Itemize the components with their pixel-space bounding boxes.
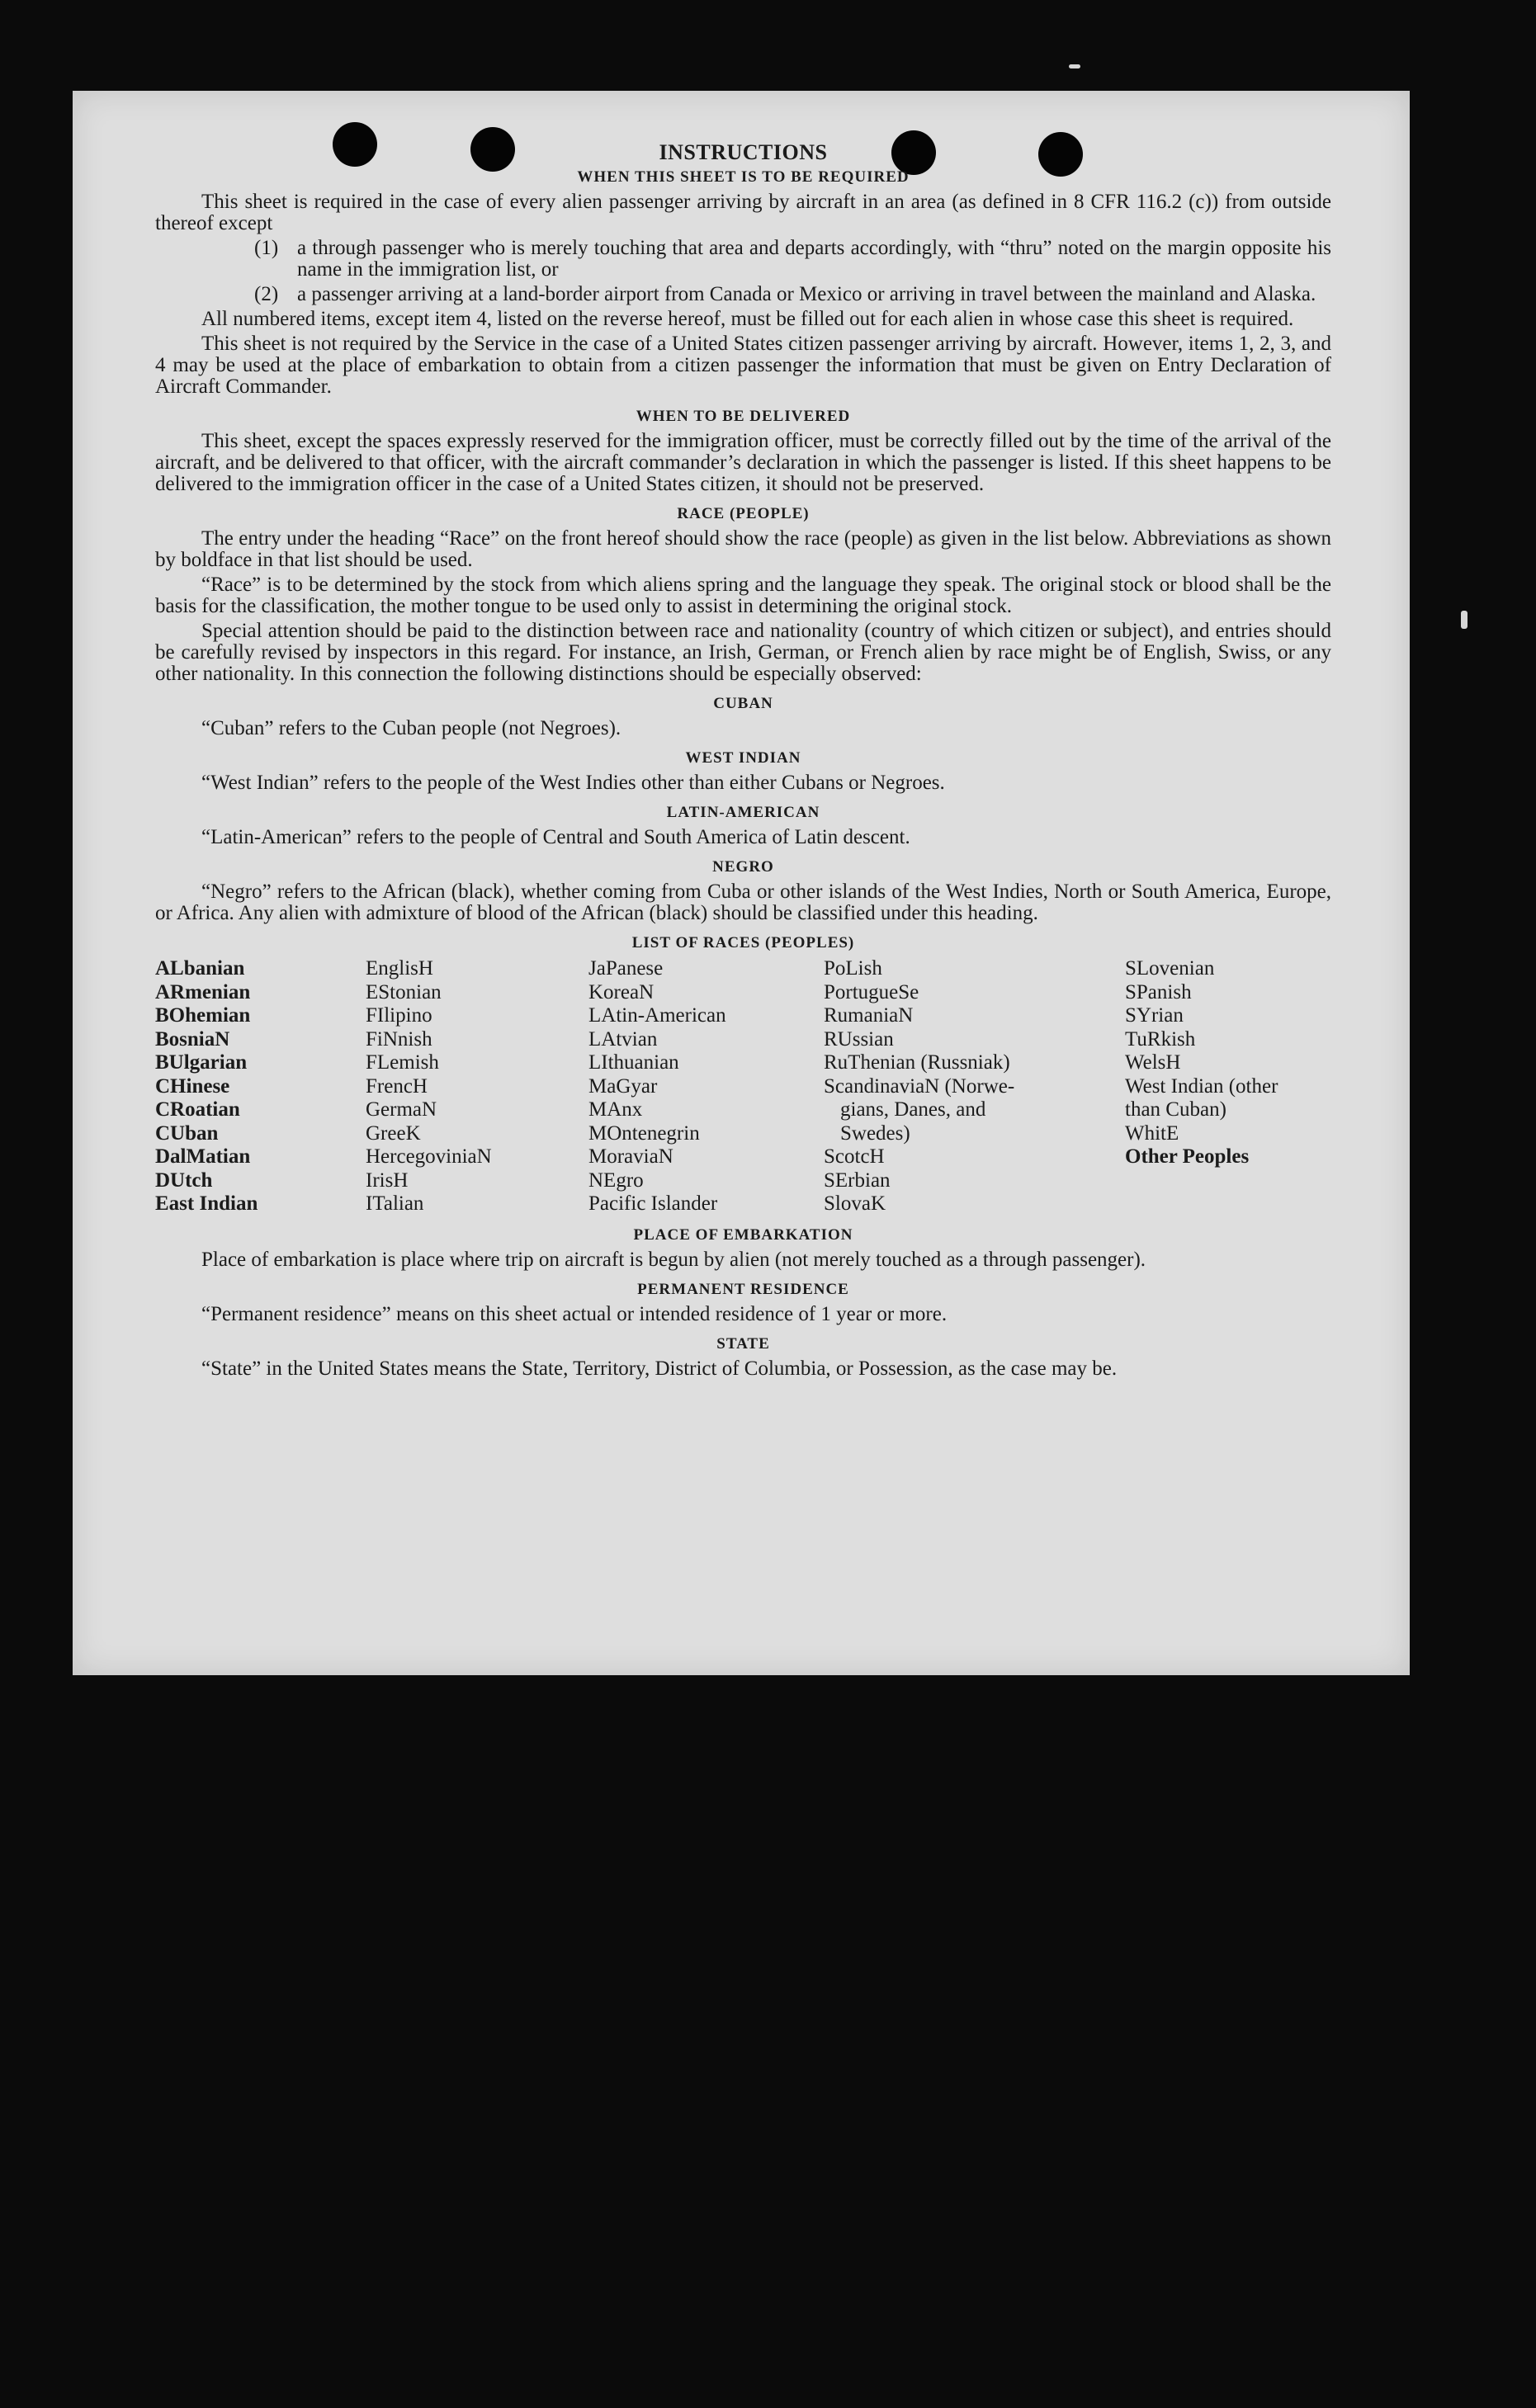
race-entry: FiNnish bbox=[366, 1027, 432, 1051]
west-indian-definition: “West Indian” refers to the people of the West Indies other than either Cubans or Negroes. bbox=[201, 772, 945, 794]
exception-text: a passenger arriving at a land-border airport from Canada or Mexico or arriving in travel between the mainland and Alaska. bbox=[297, 283, 1316, 305]
race-entry: EnglisH bbox=[366, 957, 433, 980]
section-heading-latin-american: LATIN-AMERICAN bbox=[666, 804, 820, 821]
section-heading-west-indian: WEST INDIAN bbox=[685, 749, 801, 767]
race-entry-continuation: Swedes) bbox=[840, 1121, 910, 1145]
race-entry: FIlipino bbox=[366, 1004, 432, 1027]
race-entry: DalMatian bbox=[155, 1145, 251, 1168]
race-entry: LIthuanian bbox=[588, 1051, 679, 1074]
race-entry: DUtch bbox=[155, 1169, 213, 1192]
race-entry: ScotcH bbox=[824, 1145, 885, 1168]
race-entry-continuation: than Cuban) bbox=[1125, 1098, 1226, 1121]
race-paragraph-2: “Race” is to be determined by the stock from which aliens spring and the language they speak. The original stock or blood shall be the basis for the classification, the mother tongue to be used only to assist in determining the original stock. bbox=[155, 574, 1331, 617]
race-entry: GreeK bbox=[366, 1121, 421, 1145]
race-entry: PoLish bbox=[824, 957, 882, 980]
race-entry-continuation: gians, Danes, and bbox=[840, 1098, 986, 1121]
instruction-sheet bbox=[73, 91, 1410, 1675]
negro-definition: “Negro” refers to the African (black), whether coming from Cuba or other islands of the West Indies, North or South America, Europe, or Africa. Any alien with admixture of blood of the African (black) should be classified under this heading. bbox=[155, 881, 1331, 924]
race-entry: ALbanian bbox=[155, 957, 245, 980]
race-entry: CUban bbox=[155, 1121, 219, 1145]
race-entry: MOntenegrin bbox=[588, 1121, 700, 1145]
exception-item bbox=[155, 284, 1331, 305]
section-heading-when-delivered: WHEN TO BE DELIVERED bbox=[636, 408, 851, 425]
race-column bbox=[1125, 957, 1331, 1216]
race-entry: ARmenian bbox=[155, 980, 251, 1003]
scan-speck bbox=[1069, 64, 1080, 68]
section-heading-embarkation: PLACE OF EMBARKATION bbox=[633, 1225, 853, 1244]
race-paragraph-3: Special attention should be paid to the distinction between race and nationality (country of which citizen or subject), and entries should be carefully revised by inspectors in this regard. For instance, an Irish, German, or French alien by race might be of English, Swiss, or any other nationality. In this connection the following distinctions should be especially observed: bbox=[155, 620, 1331, 685]
race-entry: MAnx bbox=[588, 1098, 643, 1121]
section-heading-negro: NEGRO bbox=[712, 858, 774, 876]
race-entry: ScandinaviaN (Norwe- bbox=[824, 1074, 1015, 1098]
citizen-paragraph: This sheet is not required by the Service in the case of a United States citizen passenger arriving by aircraft. However, items 1, 2, 3, and 4 may be used at the place of embarkation to obtain from a citizen passenger the information that must be given on Entry Declaration of Aircraft Commander. bbox=[155, 333, 1331, 398]
race-entry: Pacific Islander bbox=[588, 1192, 718, 1215]
when-delivered-text: This sheet, except the spaces expressly reserved for the immigration officer, must be correctly filled out by the time of the arrival of the aircraft, and be delivered to that officer, with the aircraft commander’s declaration in which the passenger is listed. If this sheet happens to be delivered to the immigration officer in the case of a United States citizen, it should not be preserved. bbox=[155, 430, 1331, 495]
race-paragraph-1: The entry under the heading “Race” on the front hereof should show the race (people) as given in the list below. Abbreviations as shown by boldface in that list should be used. bbox=[155, 527, 1331, 571]
race-entry: GermaN bbox=[366, 1098, 437, 1121]
section-heading-cuban: CUBAN bbox=[713, 695, 773, 712]
race-column bbox=[155, 957, 366, 1216]
race-entry: ITalian bbox=[366, 1192, 424, 1215]
race-entry: TuRkish bbox=[1125, 1027, 1196, 1051]
race-entry: MoraviaN bbox=[588, 1145, 673, 1168]
embarkation-definition: Place of embarkation is place where trip on aircraft is begun by alien (not merely touched as a through passenger). bbox=[201, 1248, 1146, 1271]
cuban-definition: “Cuban” refers to the Cuban people (not Negroes). bbox=[201, 717, 621, 739]
numbered-items-paragraph: All numbered items, except item 4, listed on the reverse hereof, must be filled out for each alien in whose case this sheet is required. bbox=[201, 308, 1294, 330]
permanent-residence-definition: “Permanent residence” means on this sheet actual or intended residence of 1 year or more. bbox=[201, 1302, 948, 1325]
race-entry: West Indian (other bbox=[1125, 1074, 1278, 1098]
race-entry: HercegoviniaN bbox=[366, 1145, 492, 1168]
race-entry: IrisH bbox=[366, 1169, 409, 1192]
race-entry: JaPanese bbox=[588, 957, 664, 980]
race-entry: RumaniaN bbox=[824, 1004, 914, 1027]
race-entry: RuThenian (Russniak) bbox=[824, 1051, 1010, 1074]
race-entry: FLemish bbox=[366, 1051, 439, 1074]
race-entry: KoreaN bbox=[588, 980, 655, 1003]
race-entry: RUssian bbox=[824, 1027, 894, 1051]
race-entry: BosniaN bbox=[155, 1027, 230, 1051]
exception-text: a through passenger who is merely touching that area and departs accordingly, with “thru” noted on the margin opposite his name in the immigration list, or bbox=[297, 237, 1331, 281]
exception-item bbox=[155, 238, 1331, 281]
race-entry: LAtin-American bbox=[588, 1004, 726, 1027]
race-entry: SPanish bbox=[1125, 980, 1192, 1003]
race-entry: MaGyar bbox=[588, 1074, 658, 1098]
race-entry: SlovaK bbox=[824, 1192, 886, 1215]
section-heading-race: RACE (PEOPLE) bbox=[677, 505, 810, 522]
race-column bbox=[824, 957, 1125, 1216]
exception-number: (1) bbox=[254, 237, 279, 259]
race-entry: CRoatian bbox=[155, 1098, 240, 1121]
race-entry: BUlgarian bbox=[155, 1051, 248, 1074]
race-entry: WelsH bbox=[1125, 1051, 1181, 1074]
race-entry: EStonian bbox=[366, 980, 442, 1003]
state-definition: “State” in the United States means the State, Territory, District of Columbia, or Possession, as the case may be. bbox=[201, 1357, 1118, 1380]
exception-number: (2) bbox=[254, 283, 279, 305]
race-entry: SYrian bbox=[1125, 1004, 1184, 1027]
race-entry: SLovenian bbox=[1125, 957, 1215, 980]
section-heading-permanent-residence: PERMANENT RESIDENCE bbox=[637, 1280, 849, 1298]
when-required-intro: This sheet is required in the case of every alien passenger arriving by aircraft in an area (as defined in 8 CFR 116.2 (c)) from outside thereof except bbox=[155, 191, 1331, 234]
instructions-content bbox=[155, 142, 1331, 1383]
race-column bbox=[366, 957, 588, 1216]
latin-american-definition: “Latin-American” refers to the people of Central and South America of Latin descent. bbox=[201, 826, 910, 848]
race-entry: SErbian bbox=[824, 1169, 891, 1192]
race-entry: BOhemian bbox=[155, 1004, 251, 1027]
race-entry: WhitE bbox=[1125, 1121, 1179, 1145]
race-entry: PortugueSe bbox=[824, 980, 919, 1003]
page-title: INSTRUCTIONS bbox=[659, 140, 828, 164]
race-entry: LAtvian bbox=[588, 1027, 658, 1051]
race-column bbox=[588, 957, 824, 1216]
race-list bbox=[155, 957, 1331, 1216]
race-entry: East Indian bbox=[155, 1192, 258, 1215]
scan-speck bbox=[1461, 611, 1467, 629]
section-heading-list-of-races: LIST OF RACES (PEOPLES) bbox=[631, 934, 855, 951]
section-heading-state: STATE bbox=[716, 1334, 770, 1353]
section-heading-when-required: WHEN THIS SHEET IS TO BE REQUIRED bbox=[577, 168, 910, 186]
race-entry: Other Peoples bbox=[1125, 1145, 1250, 1168]
race-entry: NEgro bbox=[588, 1169, 644, 1192]
race-entry: FrencH bbox=[366, 1074, 428, 1098]
race-entry: CHinese bbox=[155, 1074, 230, 1098]
